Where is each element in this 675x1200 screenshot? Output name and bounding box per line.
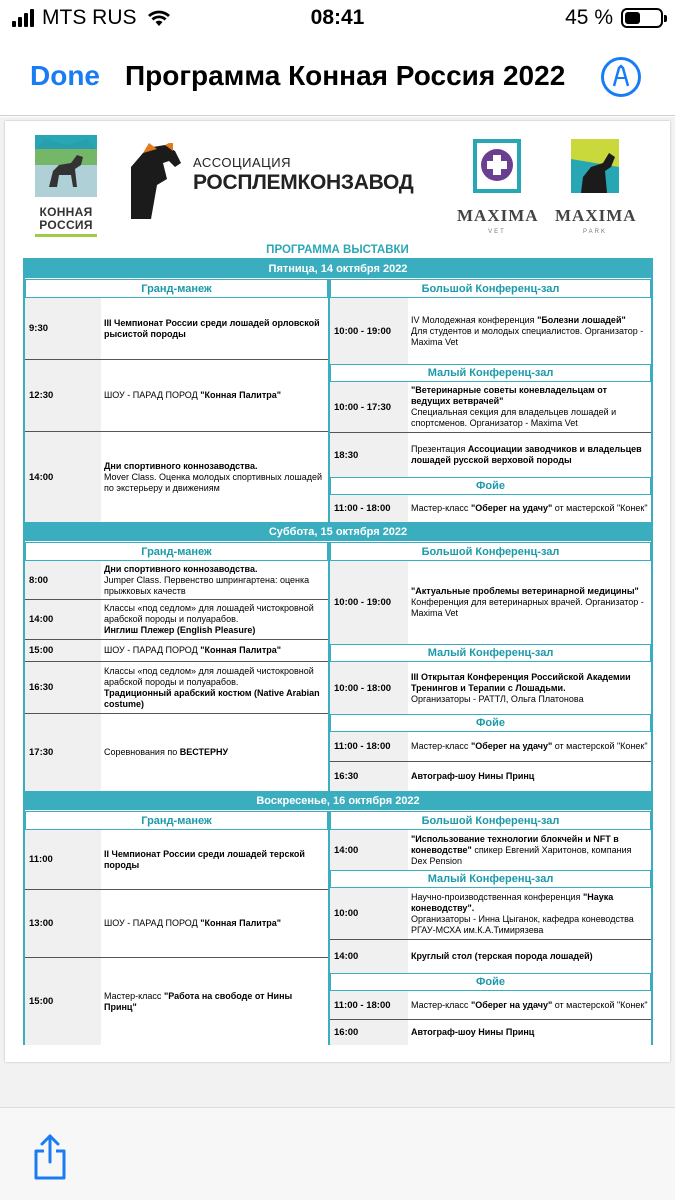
clock: 08:41: [310, 6, 365, 29]
event-title: Ассоциации заводчиков и владельцев лошадей русской верховой породы: [411, 444, 642, 465]
schedule-row: [330, 433, 651, 477]
event-time: 16:30: [25, 662, 101, 713]
event-time: 11:00 - 18:00: [330, 732, 408, 761]
event-description: [101, 640, 328, 661]
event-description: [408, 732, 651, 761]
event-title: ВЕСТЕРНУ: [179, 747, 229, 757]
event-time: 14:00: [25, 432, 101, 522]
schedule-row: [25, 432, 328, 522]
event-text: Jumper Class. Первенство шпрингартена: оценка прыжковых качеств: [104, 574, 310, 596]
schedule-row: [25, 298, 328, 360]
event-prefix: ШОУ - ПАРАД ПОРОД: [104, 645, 201, 655]
event-time: 11:00 - 18:00: [330, 495, 408, 522]
schedule-row: [330, 382, 651, 433]
venue-small-fri: Малый Конференц-зал: [330, 364, 651, 382]
konnaya-rossiya-logo: [35, 135, 97, 235]
day-header-friday: Пятница, 14 октября 2022: [25, 260, 651, 278]
event-time: 9:30: [25, 298, 101, 359]
schedule-row: [330, 888, 651, 940]
event-title: Круглый стол (терская порода лошадей): [411, 951, 593, 961]
done-button[interactable]: Done: [30, 60, 100, 91]
battery-percent: 45 %: [565, 6, 613, 29]
status-bar: [0, 0, 675, 38]
navigation-bar: [0, 38, 675, 116]
schedule-row: [25, 561, 328, 600]
pdf-page: [5, 121, 670, 1062]
event-title: Традиционный арабский костюм (Native Arabian costume): [104, 687, 320, 709]
event-prefix: Мастер-класс: [411, 503, 471, 513]
event-title: "Конная Палитра": [200, 390, 282, 400]
venue-big-sat: Большой Конференц-зал: [330, 542, 651, 561]
assoc-big-text: РОСПЛЕМКОНЗАВОД: [193, 171, 414, 194]
event-description: [408, 561, 651, 644]
event-suffix: от мастерской "Конек": [552, 503, 648, 513]
logo-strip: [5, 121, 670, 244]
battery-group: [565, 6, 663, 30]
schedule-row: [330, 662, 651, 714]
event-title: "Ветеринарные советы коневладельцам от ведущих ветврачей": [411, 385, 607, 406]
event-text: Mover Class. Оценка молодых спортивных лошадей по экстерьеру и движениям: [104, 471, 322, 493]
event-time: 18:30: [330, 433, 408, 477]
event-time: 15:00: [25, 958, 101, 1045]
event-time: 10:00: [330, 888, 408, 939]
event-title: "Использование технологии блокчейн и NFT в коневодстве": [411, 833, 619, 855]
event-description: [101, 958, 328, 1045]
maxima-park-logo: [555, 137, 635, 235]
event-description: [101, 830, 328, 889]
kr-name-line1: КОННАЯ: [39, 205, 93, 219]
column-divider: [328, 279, 330, 522]
event-description: [101, 360, 328, 431]
event-description: [408, 298, 651, 364]
venue-small-sat: Малый Конференц-зал: [330, 644, 651, 662]
schedule-row: [330, 830, 651, 870]
event-text: Классы «под седлом» для лошадей чистокровной арабской породы и полуарабов.: [104, 603, 314, 624]
event-time: 8:00: [25, 561, 101, 599]
event-description: [408, 382, 651, 432]
event-title: "Конная Палитра": [200, 918, 282, 928]
document-viewer[interactable]: [0, 117, 675, 1107]
schedule-row: [330, 298, 651, 364]
document-title-text: Программа Конная Россия 2022: [125, 60, 566, 91]
event-prefix: Соревнования по: [104, 747, 180, 757]
event-suffix: от мастерской "Конек": [552, 741, 648, 751]
event-time: 15:00: [25, 640, 101, 661]
day-header-sunday: Воскресенье, 16 октября 2022: [25, 791, 651, 810]
maxima-park-sub: PARK: [583, 229, 607, 235]
event-title: Дни спортивного коннозаводства.: [104, 460, 258, 471]
event-title: "Работа на свободе от Нины Принц": [104, 990, 293, 1012]
schedule-row: [25, 662, 328, 714]
event-time: 10:00 - 19:00: [330, 298, 408, 364]
venue-foyer-sat: Фойе: [330, 714, 651, 732]
event-prefix: Презентация: [411, 444, 468, 454]
event-suffix: спикер Евгений Харитонов, компания Dex Pension: [411, 844, 632, 866]
venue-big-fri: Большой Конференц-зал: [330, 279, 651, 298]
event-title: "Конная Палитра": [200, 645, 282, 655]
event-title: "Болезни лошадей": [537, 314, 626, 325]
battery-icon: [621, 8, 663, 28]
schedule-row: [25, 890, 328, 958]
venue-small-sun: Малый Конференц-зал: [330, 870, 651, 888]
event-text: Организаторы - РАТТЛ, Ольга Платонова: [411, 693, 584, 704]
bottom-toolbar: [0, 1107, 675, 1200]
kr-name-line2: РОССИЯ: [39, 218, 93, 232]
battery-fill: [625, 12, 640, 24]
schedule-row: [330, 561, 651, 644]
rosplemkonzavod-logo: [123, 143, 423, 223]
schedule-table: [23, 258, 653, 1045]
event-time: 14:00: [330, 830, 408, 870]
event-time: 12:30: [25, 360, 101, 431]
event-description: [101, 890, 328, 957]
schedule-row: [330, 762, 651, 791]
event-description: [408, 991, 651, 1019]
event-time: 14:00: [330, 940, 408, 973]
event-description: [408, 940, 651, 973]
event-description: [408, 495, 651, 522]
schedule-row: [330, 991, 651, 1020]
event-prefix: ШОУ - ПАРАД ПОРОД: [104, 390, 201, 400]
horse-emblem-icon: [35, 135, 97, 197]
event-description: [408, 1020, 651, 1045]
event-title: "Оберег на удачу": [470, 741, 553, 751]
day-header-saturday: Суббота, 15 октября 2022: [25, 522, 651, 541]
schedule-row: [25, 958, 328, 1045]
event-title: Инглиш Плежер (English Pleasure): [104, 625, 256, 635]
schedule-row: [330, 940, 651, 973]
event-title: III Открытая Конференция Российской Академии Тренингов и Терапии с Лошадьми.: [411, 671, 631, 693]
event-title: III Чемпионат России среди лошадей орловской рысистой породы: [104, 317, 320, 339]
venue-foyer-fri: Фойе: [330, 477, 651, 495]
event-prefix: Мастер-класс: [104, 990, 164, 1001]
event-time: 14:00: [25, 600, 101, 639]
event-title: "Оберег на удачу": [470, 999, 553, 1010]
event-description: [408, 662, 651, 714]
event-title: Автограф-шоу Нины Принц: [411, 771, 535, 781]
carrier-name: MTS RUS: [42, 6, 137, 29]
maxima-park-name: MAXIMA: [555, 206, 637, 225]
document-title: [125, 60, 585, 92]
event-description: [101, 432, 328, 522]
maxima-vet-name: MAXIMA: [457, 206, 539, 225]
event-prefix: Мастер-класс: [411, 741, 471, 751]
markup-pen-icon[interactable]: [600, 56, 642, 98]
event-prefix: ШОУ - ПАРАД ПОРОД: [104, 918, 201, 928]
column-divider: [328, 811, 330, 1045]
schedule-row: [25, 360, 328, 432]
maxima-vet-logo: [457, 137, 537, 235]
event-text: Организаторы - Инна Цыганок, кафедра коневодства РГАУ-МСХА им.К.А.Тимирязева: [411, 913, 634, 935]
event-text: Конференция для ветеринарных врачей. Организатор - Maxima Vet: [411, 597, 644, 618]
event-description: [408, 762, 651, 791]
event-time: 17:30: [25, 714, 101, 791]
event-time: 10:00 - 19:00: [330, 561, 408, 644]
event-prefix: IV Молодежная конференция: [411, 314, 538, 325]
event-time: 11:00: [25, 830, 101, 889]
maxima-vet-sub: VET: [488, 229, 506, 235]
event-description: [408, 888, 651, 939]
venue-big-sun: Большой Конференц-зал: [330, 811, 651, 830]
event-time: 10:00 - 18:00: [330, 662, 408, 714]
schedule-row: [25, 714, 328, 791]
event-description: [101, 662, 328, 713]
event-description: [408, 830, 651, 870]
event-prefix: Мастер-класс: [411, 999, 471, 1010]
event-suffix: от мастерской "Конек": [552, 999, 648, 1010]
event-time: 16:00: [330, 1020, 408, 1045]
share-icon[interactable]: [32, 1134, 68, 1180]
schedule-row: [25, 640, 328, 662]
event-title: "Оберег на удачу": [470, 503, 553, 513]
schedule-row: [330, 495, 651, 522]
venue-grand-fri: Гранд-манеж: [25, 279, 328, 298]
event-prefix: Научно-производственная конференция: [411, 891, 583, 902]
schedule-row: [25, 600, 328, 640]
program-title: ПРОГРАММА ВЫСТАВКИ: [266, 244, 409, 256]
column-divider: [328, 542, 330, 791]
assoc-small-text: АССОЦИАЦИЯ: [193, 155, 291, 170]
event-description: [101, 298, 328, 359]
event-description: [101, 561, 328, 599]
event-time: 16:30: [330, 762, 408, 791]
event-description: [101, 600, 328, 639]
venue-foyer-sun: Фойе: [330, 973, 651, 991]
schedule-row: [25, 830, 328, 890]
event-title: Автограф-шоу Нины Принц: [411, 1027, 535, 1037]
event-title: "Наука коневодству".: [411, 891, 614, 913]
event-title: Дни спортивного коннозаводства.: [104, 563, 258, 574]
event-time: 11:00 - 18:00: [330, 991, 408, 1019]
maxima-vet-icon: [471, 137, 523, 195]
event-time: 13:00: [25, 890, 101, 957]
maxima-park-icon: [569, 137, 621, 195]
event-text: Специальная секция для владельцев лошадей и спортсменов. Организатор - Maxima Vet: [411, 407, 617, 428]
horse-head-icon: [123, 143, 185, 219]
event-description: [408, 433, 651, 477]
venue-grand-sun: Гранд-манеж: [25, 811, 328, 830]
schedule-row: [330, 732, 651, 762]
event-text: Классы «под седлом» для лошадей чистокровной арабской породы и полуарабов.: [104, 665, 314, 687]
event-time: 10:00 - 17:30: [330, 382, 408, 432]
event-text: Для студентов и молодых специалистов. Организатор - Maxima Vet: [411, 325, 644, 347]
venue-grand-sat: Гранд-манеж: [25, 542, 328, 561]
schedule-row: [330, 1020, 651, 1045]
event-title: II Чемпионат России среди лошадей терской породы: [104, 848, 305, 870]
kr-divider: [35, 234, 97, 237]
event-title: "Актуальные проблемы ветеринарной медицины": [411, 586, 639, 596]
event-description: [101, 714, 328, 791]
